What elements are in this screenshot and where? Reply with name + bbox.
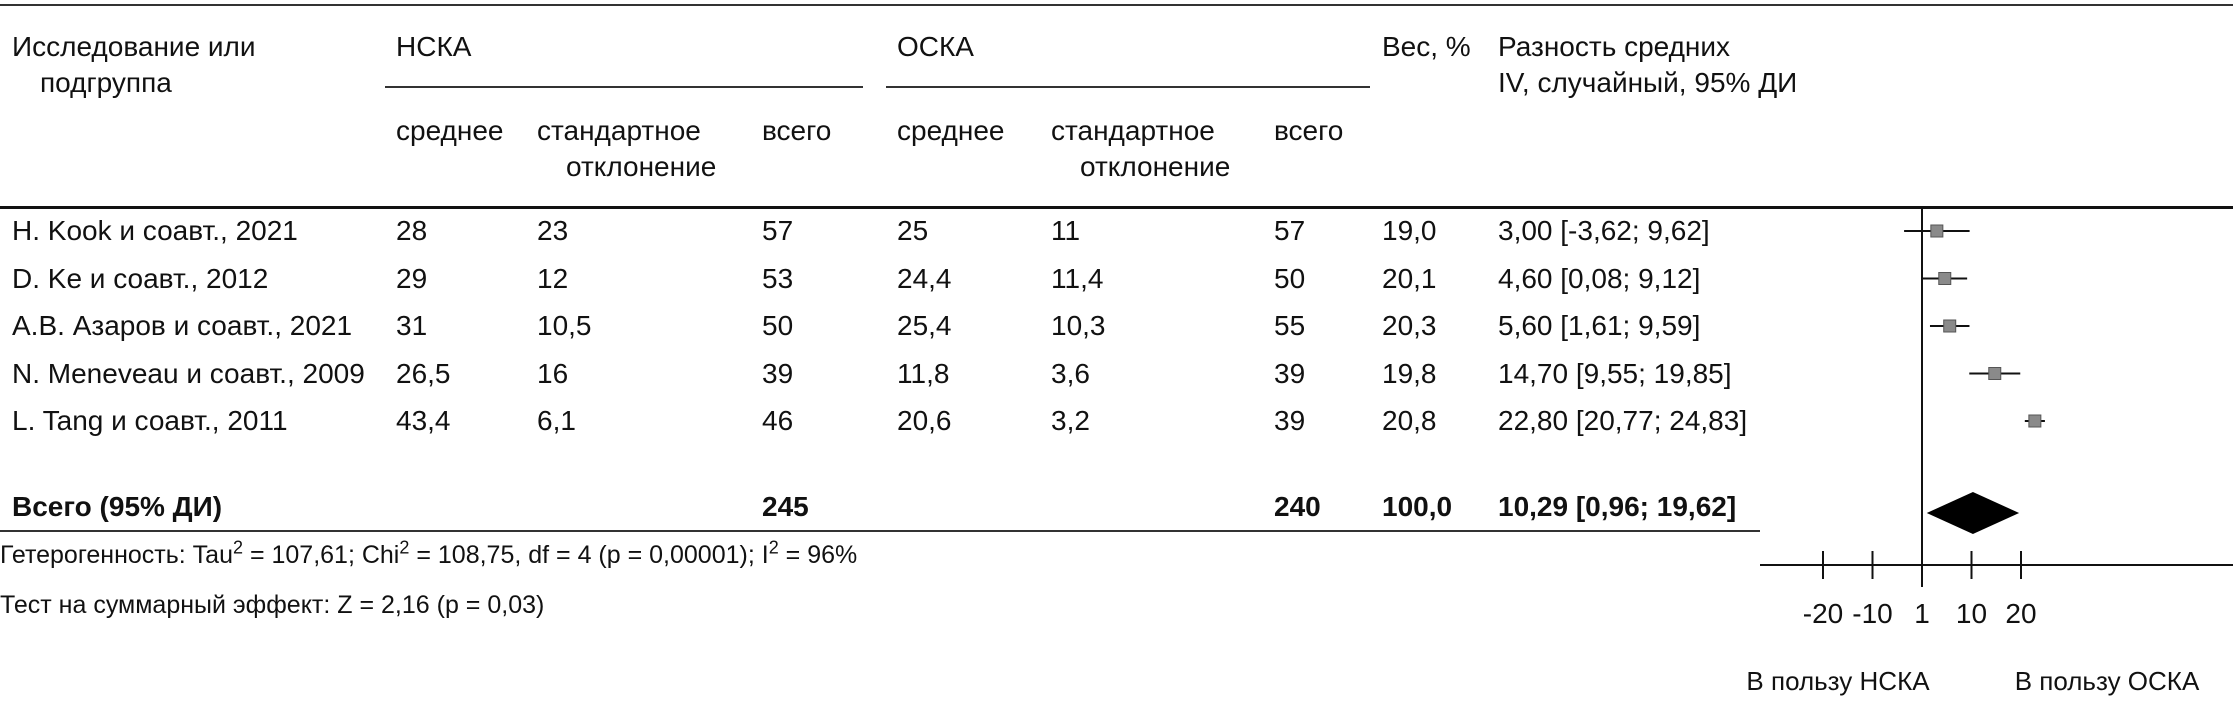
total-weight: 100,0 — [1382, 491, 1453, 522]
oska-sd: 11,4 — [1051, 262, 1104, 294]
nska-total: 39 — [762, 357, 794, 389]
study-name: D. Ke и соавт., 2012 — [12, 262, 269, 294]
mean-difference-ci: 22,80 [20,77; 24,83] — [1498, 405, 1748, 436]
nska-total: 57 — [762, 215, 794, 246]
nska-total: 50 — [762, 310, 794, 341]
x-axis-tick-label: 1 — [1914, 598, 1930, 629]
header-mean1: среднее — [396, 115, 504, 146]
x-axis-tick-label: 20 — [2005, 598, 2037, 629]
nska-mean: 26,5 — [396, 357, 451, 389]
nska-mean: 31 — [396, 310, 428, 341]
oska-sd: 10,3 — [1051, 310, 1106, 341]
favours-left-label: В пользу НСКА — [1746, 666, 1930, 696]
het-mid: = 107,61; Chi — [243, 541, 400, 569]
study-point-estimate — [1989, 368, 2001, 380]
total-n1: 245 — [762, 491, 809, 522]
weight: 19,8 — [1382, 357, 1437, 389]
oska-total: 55 — [1274, 310, 1306, 341]
oska-mean: 25,4 — [897, 310, 952, 341]
header-effect-line2: IV, случайный, 95% ДИ — [1498, 67, 1798, 98]
study-point-estimate — [1944, 320, 1956, 332]
het-sup2: 2 — [399, 537, 410, 558]
study-name: N. Meneveau и соавт., 2009 — [12, 357, 365, 389]
nska-mean: 29 — [396, 262, 428, 294]
oska-total: 39 — [1274, 405, 1306, 436]
study-point-estimate — [1939, 273, 1951, 285]
x-axis-tick-label: -10 — [1852, 598, 1893, 629]
nska-mean: 28 — [396, 215, 428, 246]
nska-sd: 16 — [537, 357, 569, 389]
nska-total: 46 — [762, 405, 794, 436]
pooled-diamond — [1927, 492, 2019, 534]
oska-total: 39 — [1274, 357, 1306, 389]
weight: 19,0 — [1382, 215, 1437, 246]
oska-mean: 11,8 — [897, 357, 950, 389]
header-total2: всего — [1274, 115, 1344, 146]
study-name: H. Kook и соавт., 2021 — [12, 215, 298, 246]
oska-total: 50 — [1274, 262, 1306, 294]
oska-total: 57 — [1274, 215, 1306, 246]
het-mid2: = 108,75, df = 4 (p = 0,00001); I — [409, 541, 769, 569]
header-weight: Вес, % — [1382, 31, 1471, 62]
het-prefix: Гетерогенность: Tau — [0, 541, 233, 569]
overall-effect-test: Тест на суммарный эффект: Z = 2,16 (p = 0,03) — [0, 591, 545, 619]
nska-sd: 10,5 — [537, 310, 592, 341]
het-sup3: 2 — [768, 537, 779, 558]
header-sd2-line1: стандартное — [1051, 115, 1215, 146]
weight: 20,8 — [1382, 405, 1437, 436]
header-mean2: среднее — [897, 115, 1005, 146]
header-sd1-line1: стандартное — [537, 115, 701, 146]
nska-mean: 43,4 — [396, 405, 451, 436]
header-study-line2: подгруппа — [40, 67, 172, 98]
favours-right-label: В пользу ОСКА — [2014, 666, 2200, 696]
het-suffix: = 96% — [778, 541, 858, 569]
total-ci: 10,29 [0,96; 19,62] — [1498, 491, 1737, 522]
mean-difference-ci: 14,70 [9,55; 19,85] — [1498, 357, 1732, 389]
weight: 20,3 — [1382, 310, 1437, 341]
oska-sd: 3,6 — [1051, 357, 1090, 389]
oska-mean: 20,6 — [897, 405, 952, 436]
het-sup1: 2 — [232, 537, 243, 558]
study-point-estimate — [1931, 225, 1943, 237]
header-sd2-line2: отклонение — [1080, 151, 1231, 182]
total-n2: 240 — [1274, 491, 1321, 522]
nska-total: 53 — [762, 262, 794, 294]
mean-difference-ci: 5,60 [1,61; 9,59] — [1498, 310, 1701, 341]
header-group2: ОСКА — [897, 31, 974, 62]
nska-sd: 23 — [537, 215, 569, 246]
nska-sd: 6,1 — [537, 405, 576, 436]
oska-sd: 11 — [1051, 215, 1081, 246]
study-name: L. Tang и соавт., 2011 — [12, 405, 288, 436]
study-point-estimate — [2029, 415, 2041, 427]
header-total1: всего — [762, 115, 832, 146]
oska-mean: 25 — [897, 215, 929, 246]
header-sd1-line2: отклонение — [566, 151, 717, 182]
nska-sd: 12 — [537, 262, 569, 294]
header-study-line1: Исследование или — [12, 31, 256, 62]
mean-difference-ci: 4,60 [0,08; 9,12] — [1498, 262, 1701, 294]
study-name: А.В. Азаров и соавт., 2021 — [12, 310, 353, 341]
total-label: Всего (95% ДИ) — [12, 491, 223, 522]
oska-mean: 24,4 — [897, 262, 952, 294]
header-effect-line1: Разность средних — [1498, 31, 1731, 62]
weight: 20,1 — [1382, 262, 1437, 294]
header-group1: НСКА — [396, 31, 472, 62]
oska-sd: 3,2 — [1051, 405, 1090, 436]
mean-difference-ci: 3,00 [-3,62; 9,62] — [1498, 215, 1710, 246]
x-axis-tick-label: -20 — [1802, 598, 1844, 629]
x-axis-tick-label: 10 — [1955, 598, 1988, 629]
